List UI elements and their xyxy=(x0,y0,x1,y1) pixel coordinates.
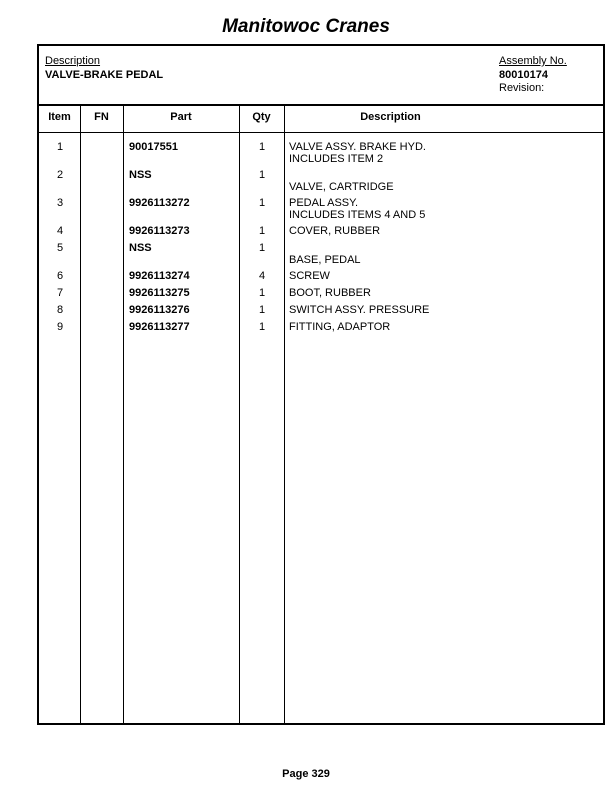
table-cell-item: 8 xyxy=(56,304,64,316)
column-header-item: Item xyxy=(48,111,71,123)
table-cell-qty: 4 xyxy=(258,270,266,282)
column-divider xyxy=(80,104,81,723)
table-cell-item: 1 xyxy=(56,141,64,153)
table-cell-description: COVER, RUBBER xyxy=(289,225,381,237)
table-cell-description: VALVE ASSY. BRAKE HYD. INCLUDES ITEM 2 xyxy=(289,141,426,165)
column-divider xyxy=(123,104,124,723)
table-cell-qty: 1 xyxy=(258,225,266,237)
assembly-header xyxy=(39,46,603,106)
parts-table-frame xyxy=(37,44,605,725)
table-cell-description: VALVE, CARTRIDGE xyxy=(289,181,394,193)
table-cell-item: 6 xyxy=(56,270,64,282)
table-cell-item: 2 xyxy=(56,169,64,181)
table-cell-item: 3 xyxy=(56,197,64,209)
table-cell-item: 9 xyxy=(56,321,64,333)
table-cell-item: 5 xyxy=(56,242,64,254)
column-header-fn: FN xyxy=(94,111,109,123)
table-cell-part: 9926113272 xyxy=(129,197,190,209)
table-cell-qty: 1 xyxy=(258,197,266,209)
table-cell-description: BASE, PEDAL xyxy=(289,254,361,266)
table-cell-description: SWITCH ASSY. PRESSURE xyxy=(289,304,430,316)
description-label: Description xyxy=(45,55,101,67)
table-cell-description: PEDAL ASSY. INCLUDES ITEMS 4 AND 5 xyxy=(289,197,426,221)
page-title: Manitowoc Cranes xyxy=(222,16,390,37)
table-cell-part: NSS xyxy=(129,242,152,254)
table-cell-description: BOOT, RUBBER xyxy=(289,287,371,299)
description-value: VALVE-BRAKE PEDAL xyxy=(45,69,164,81)
table-cell-part: 9926113276 xyxy=(129,304,190,316)
table-cell-part: 9926113274 xyxy=(129,270,190,282)
page-number: Page 329 xyxy=(282,768,330,780)
assembly-no-value: 80010174 xyxy=(499,69,548,81)
table-cell-item: 4 xyxy=(56,225,64,237)
table-cell-part: NSS xyxy=(129,169,152,181)
table-cell-qty: 1 xyxy=(258,242,266,254)
column-divider xyxy=(284,104,285,723)
table-cell-part: 9926113273 xyxy=(129,225,190,237)
table-cell-part: 9926113275 xyxy=(129,287,190,299)
table-cell-qty: 1 xyxy=(258,287,266,299)
assembly-no-label: Assembly No. xyxy=(499,55,567,67)
revision-label: Revision: xyxy=(499,82,545,94)
column-header-part: Part xyxy=(170,111,192,123)
table-cell-qty: 1 xyxy=(258,141,266,153)
table-cell-part: 90017551 xyxy=(129,141,178,153)
table-cell-item: 7 xyxy=(56,287,64,299)
table-cell-qty: 1 xyxy=(258,321,266,333)
table-cell-qty: 1 xyxy=(258,169,266,181)
column-header-qty: Qty xyxy=(252,111,271,123)
table-cell-part: 9926113277 xyxy=(129,321,190,333)
table-cell-description: FITTING, ADAPTOR xyxy=(289,321,391,333)
table-cell-qty: 1 xyxy=(258,304,266,316)
table-cell-description: SCREW xyxy=(289,270,330,282)
column-header-description: Description xyxy=(360,111,421,123)
